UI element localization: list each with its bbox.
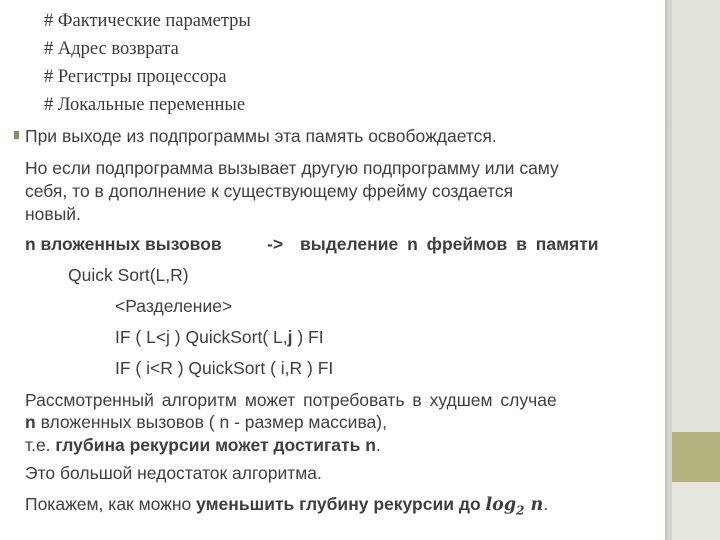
para3-drawback: Это большой недостаток алгоритма. [25,463,322,483]
code-line-if-left-a: IF ( L<j ) QuickSort( L, [115,327,288,347]
para4-log-base: 2 [516,503,525,518]
para4-log-n: n [524,495,544,515]
para1-line4: новый. [25,204,81,224]
side-decoration-accent [672,432,720,482]
para4-end: . [543,494,549,514]
para2-line3 [25,434,381,456]
code-line-partition: <Разделение> [115,296,233,316]
para2-line3-bold: глубина рекурсии может достигать n [55,435,376,455]
para4-prefix: Покажем, как можно [25,494,197,514]
para2-line2-rest: вложенных вызовов ( n - размер массива), [35,412,387,432]
para2-line3-prefix: т.е. [25,435,56,455]
side-decoration-divider [665,0,667,540]
para2-line2 [25,411,387,433]
code-line-if-right: IF ( i<R ) QuickSort ( i,R ) FI [115,358,334,378]
header-line-registers: # Регистры процессора [44,67,227,87]
para4-reduce-depth [25,493,548,522]
para1-line2: Но если подпрограмма вызывает другую подпрограмму или саму [25,158,559,178]
nested-calls-right: выделение n фреймов в памяти [300,234,599,254]
para1-line3: себя, то в дополнение к существующему фрейму создается [25,181,514,201]
side-decoration-bottom [672,482,720,540]
header-line-local-vars: # Локальные переменные [44,95,246,115]
para4-log: log [485,495,517,515]
side-decoration-top [672,0,720,432]
para2-line2-n: n [25,412,36,432]
para2-line1: Рассмотренный алгоритм может потребовать в худшем случае [25,390,557,410]
para1-line1: При выходе из подпрограммы эта память освобождается. [25,126,497,146]
code-line-if-left-j: j [287,327,293,347]
para4-log-formula [485,495,544,518]
header-line-params: # Фактические параметры [44,11,251,31]
header-line-return-address: # Адрес возврата [44,39,179,59]
para2-line3-end: . [375,435,381,455]
code-line-if-left [115,326,324,348]
bullet-marker [14,131,19,139]
nested-calls-left: n вложенных вызовов [25,234,222,254]
para4-bold: уменьшить глубину рекурсии до [196,494,486,514]
code-line-if-left-c: ) FI [292,327,324,347]
code-line-quicksort: Quick Sort(L,R) [68,265,189,285]
nested-calls-arrow: -> [267,234,284,254]
